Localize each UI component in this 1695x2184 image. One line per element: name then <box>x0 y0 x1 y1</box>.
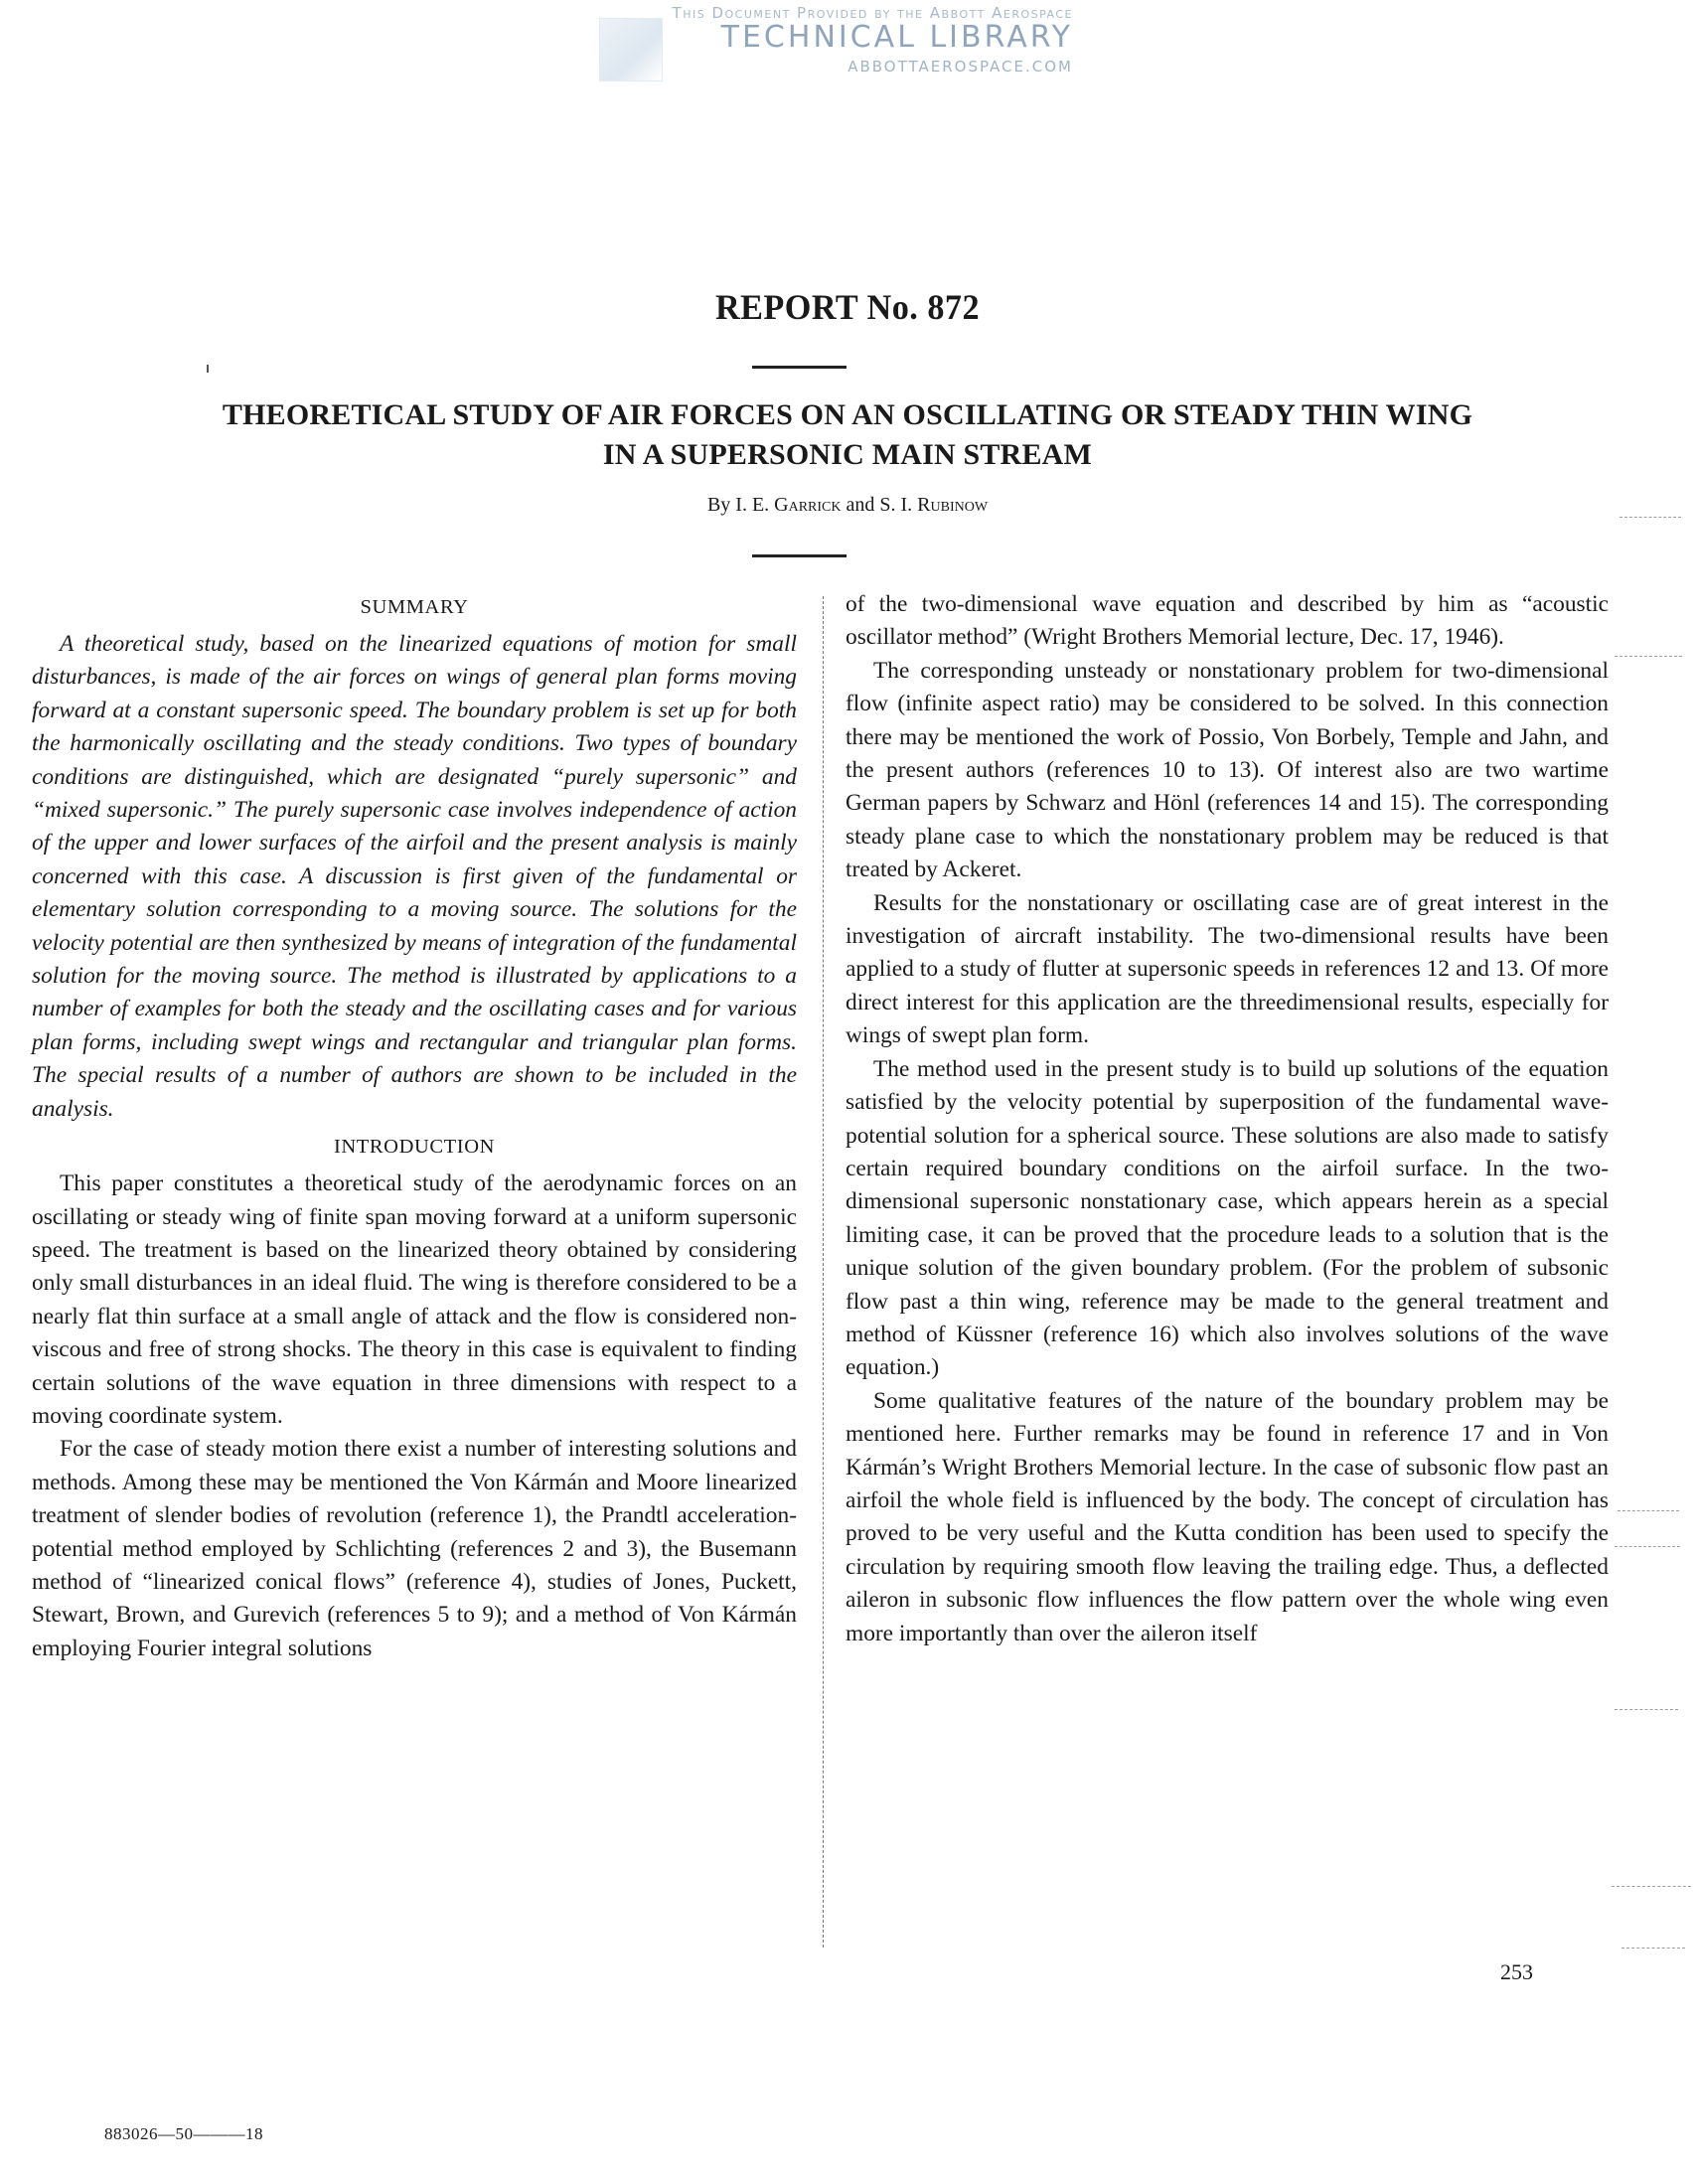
scan-margin-mark <box>1621 1948 1685 1950</box>
page-number: 253 <box>1500 1959 1533 1984</box>
scan-speck <box>207 365 209 373</box>
left-column <box>32 588 797 1665</box>
byline-rule <box>752 554 847 557</box>
summary-paragraph: A theoretical study, based on the linearized equations of motion for small disturbances, is made of the air forces on wings of general plan forms moving forward at a constant supersonic speed. The boundary problem is set up for both the harmonically oscillating and the steady conditions. Two types of boundary conditions are distinguished, which are designated “purely supersonic” and “mixed supersonic.” The purely supersonic case involves independence of action of the upper and lower surfaces of the airfoil and the present analysis is mainly concerned with this case. A discussion is first given of the fundamental or elementary solution corresponding to a moving source. The solutions for the velocity potential are then synthesized by means of integration of the fundamental solution for the moving source. The method is illustrated by applications to a number of examples for both the steady and the oscillating cases and for various plan forms, including swept wings and rectangular and triangular plan forms. The special results of a number of authors are shown to be included in the analysis. <box>32 631 797 1122</box>
watermark-provided-by: This Document Provided by the Abbott Aerospace <box>672 4 1073 22</box>
intro-paragraph-3: The corresponding unsteady or nonstationary problem for two-dimensional flow (infinite aspect ratio) may be considered to be solved. In this connection there may be mentioned the work of Possio, Von Borbely, Temple and Jahn, and the present authors (references 10 to 13). Of interest also are two wartime German papers by Schwarz and Hönl (references 14 and 15). The corresponding steady plane case to which the nonstationary problem may be reduced is that treated by Ackeret. <box>846 657 1609 883</box>
intro-paragraph-1: This paper constitutes a theoretical study of the aerodynamic forces on an oscillating or steady wing of finite span moving forward at a uniform supersonic speed. The treatment is based on the linearized theory obtained by considering only small disturbances in an ideal fluid. The wing is therefore considered to be a nearly flat thin surface at a small angle of attack and the flow is considered nonviscous and free of strong shocks. The theory in this case is equivalent to finding certain solutions of the wave equation in three dimensions with respect to a moving coordinate system. <box>32 1170 797 1429</box>
intro-paragraph-5: The method used in the present study is to build up solutions of the equation satisfied by the velocity potential by superposition of the fundamental wave-potential solution for a spherical source. These solutions are also made to satisfy certain required boundary conditions on the airfoil surface. In the two-dimensional supersonic nonstationary case, which appears herein as a special limiting case, it can be proved that the procedure leads to a solution that is the unique solution of the given boundary problem. (For the problem of subsonic flow past a thin wing, reference may be made to the general treatment and method of Küssner (reference 16) which also involves solutions of the wave equation.) <box>846 1055 1609 1381</box>
right-column <box>846 588 1609 1650</box>
summary-section <box>32 628 797 1126</box>
scan-margin-mark <box>1615 1546 1680 1548</box>
scan-margin-mark <box>1615 1709 1678 1711</box>
column-divider <box>823 596 825 1948</box>
scan-margin-mark <box>1619 517 1681 519</box>
intro-paragraph-2-continued: of the two-dimensional wave equation and described by him as “acoustic oscillator method” (Wright Brothers Memorial lecture, Dec. 17, 1946). <box>846 591 1609 651</box>
title-line-2: IN A SUPERSONIC MAIN STREAM <box>602 438 1093 471</box>
print-code: 883026—50———18 <box>104 2124 263 2143</box>
scan-margin-mark <box>1615 656 1682 658</box>
introduction-heading: INTRODUCTION <box>333 1136 496 1159</box>
intro-paragraph-6: Some qualitative features of the nature of the boundary problem may be mentioned here. Further remarks may be found in reference 17 and in Von Kármán’s Wright Brothers Memorial lecture. In the case of subsonic flow past an airfoil the whole field is influenced by the body. The concept of circulation has proved to be very useful and the Kutta condition has been used to specify the circulation by requiring smooth flow leaving the trailing edge. Thus, a deflected aileron in subsonic flow influences the flow pattern over the whole wing even more importantly than over the aileron itself <box>846 1387 1609 1646</box>
byline-and: and <box>846 494 875 516</box>
intro-paragraph-2: For the case of steady motion there exist a number of interesting solutions and methods. Among these may be mentioned the Von Kármán and Moore linearized treatment of slender bodies of revolution (reference 1), the Prandtl acceleration-potential method employed by Schlichting (references 2 and 3), the Busemann method of “linearized conical flows” (reference 4), studies of Jones, Puckett, Stewart, Brown, and Gurevich (references 5 to 9); and a method of Von Kármán employing Fourier integral solutions <box>32 1436 797 1661</box>
watermark-website: ABBOTTAEROSPACE.COM <box>848 58 1073 76</box>
intro-paragraph-4: Results for the nonstationary or oscillating case are of great interest in the investigation of aircraft instability. The two-dimensional results have been applied to a study of flutter at supersonic speeds in references 12 and 13. Of more direct interest for this application are the threedimensional results, especially for wings of swept plan form. <box>846 889 1609 1049</box>
scan-margin-mark <box>1618 1510 1679 1512</box>
byline <box>0 494 1695 517</box>
author-rubinow: S. I. Rubinow <box>879 494 989 516</box>
report-number: REPORT No. 872 <box>714 287 981 327</box>
header-rule <box>752 366 847 369</box>
author-garrick: I. E. Garrick <box>735 494 842 516</box>
byline-prefix: By <box>706 494 731 516</box>
paper-title <box>60 395 1635 475</box>
title-line-1: THEORETICAL STUDY OF AIR FORCES ON AN OSCILLATING OR STEADY THIN WING <box>222 398 1473 431</box>
summary-heading: SUMMARY <box>360 596 469 618</box>
watermark-technical-library: TECHNICAL LIBRARY <box>720 20 1073 55</box>
scan-margin-mark <box>1612 1886 1691 1888</box>
